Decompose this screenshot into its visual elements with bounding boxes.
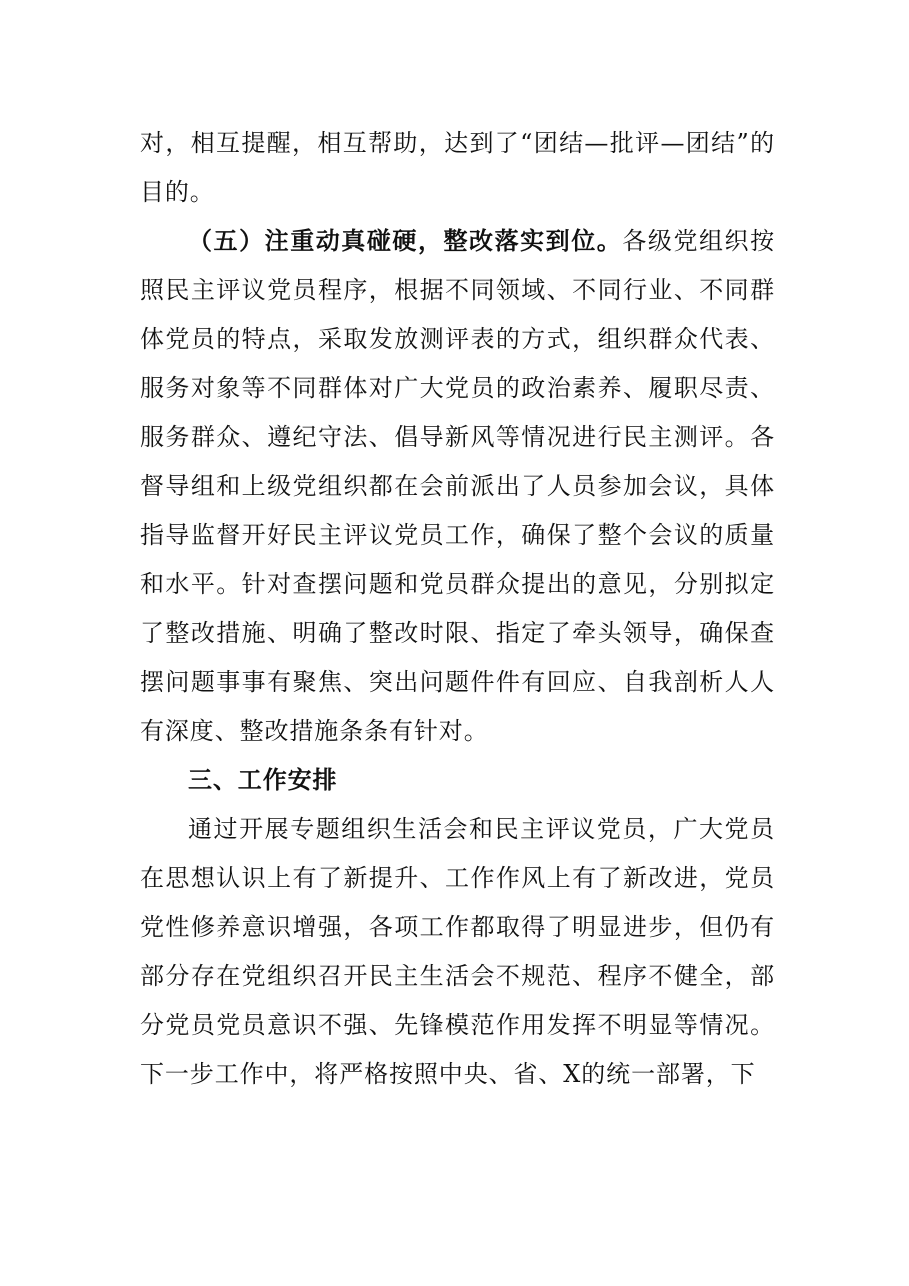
section-heading-work-arrangement: 三、工作安排 — [188, 766, 338, 794]
paragraph-inline-heading: （五）注重动真碰硬，整改落实到位。 — [188, 227, 623, 255]
paragraph-rectification — [140, 217, 775, 756]
paragraph-continuation: 对，相互提醒，相互帮助，达到了“团结—批评—团结”的目的。 — [140, 129, 775, 206]
paragraph-rectification-body: 各级党组织按照民主评议党员程序，根据不同领域、不同行业、不同群体党员的特点，采取发放测评表的方式，组织群众代表、服务对象等不同群体对广大党员的政治素养、履职尽责、服务群众、遵纪守法、倡导新风等情况进行民主测评。各督导组和上级党组织都在会前派出了人员参加会议，具体指导监督开好民主评议党员工作，确保了整个会议的质量和水平。针对查摆问题和党员群众提出的意见，分别拟定了整改措施、明确了整改时限、指定了牵头领导，确保查摆问题事事有聚焦、突出问题件件有回应、自我剖析人人有深度、整改措施条条有针对。 — [140, 227, 775, 745]
paragraph-work-arrangement: 通过开展专题组织生活会和民主评议党员，广大党员在思想认识上有了新提升、工作作风上有了新改进，党员党性修养意识增强，各项工作都取得了明显进步，但仍有部分存在党组织召开民主生活会不规范、程序不健全，部分党员党员意识不强、先锋模范作用发挥不明显等情况。下一步工作中，将严格按照中央、省、X的统一部署，下 — [140, 815, 775, 1088]
document-body — [140, 119, 775, 1099]
